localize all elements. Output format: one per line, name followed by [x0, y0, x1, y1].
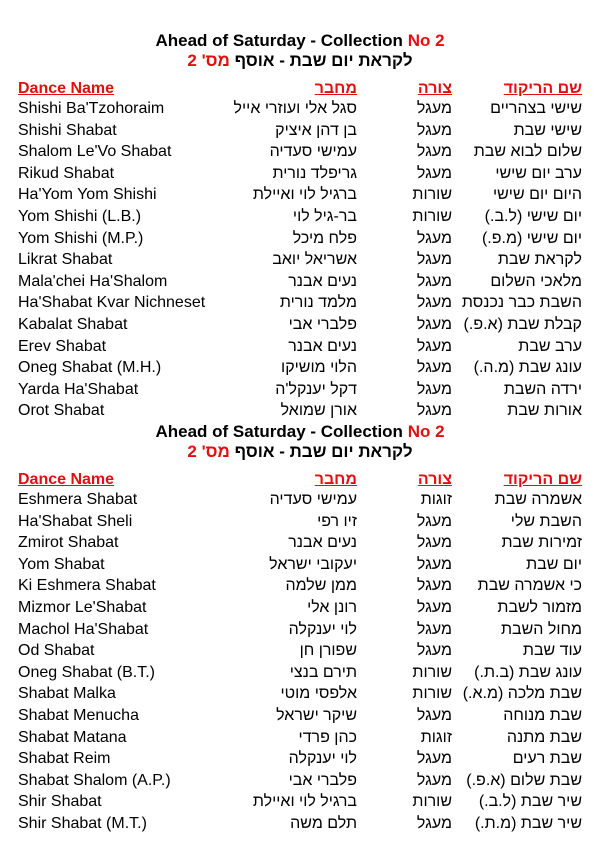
- composer: ברגיל לוי ואיילת: [252, 793, 357, 811]
- table-row: [0, 379, 600, 401]
- dance-name-english: Yarda Ha'Shabat: [18, 380, 139, 398]
- dance-name-english: Zmirot Shabat: [18, 534, 119, 552]
- dance-name-hebrew: שבת רעים: [512, 750, 582, 768]
- dance-form: מעגל: [416, 121, 452, 139]
- section-title-hebrew: [0, 442, 600, 462]
- dance-name-english: Yom Shishi (M.P.): [18, 229, 144, 247]
- dance-form: מעגל: [416, 598, 452, 616]
- composer: תירם בנצי: [289, 663, 357, 681]
- composer: עמישי סעדיה: [269, 491, 357, 508]
- composer: עמישי סעדיה: [269, 143, 357, 161]
- dance-name-english: Yom Shabat: [18, 555, 105, 573]
- composer: אורן שמואל: [280, 402, 357, 420]
- dance-form: מעגל: [416, 272, 452, 290]
- dance-form: מעגל: [416, 164, 452, 182]
- table-row: [0, 249, 600, 271]
- collection-number: No 2: [407, 31, 445, 50]
- dance-name-hebrew: אשמרה שבת: [494, 491, 582, 508]
- dance-form: מעגל: [416, 750, 452, 768]
- dance-form: מעגל: [416, 337, 452, 355]
- dance-name-hebrew: יום שישי (מ.פ.): [481, 229, 582, 247]
- dance-form: מעגל: [416, 512, 452, 530]
- dance-table: [0, 98, 600, 422]
- table-row: [0, 120, 600, 142]
- composer: נעים אבנר: [288, 534, 357, 552]
- dance-form: מעגל: [416, 577, 452, 595]
- dance-name-english: Ki Eshmera Shabat: [18, 577, 156, 595]
- composer: גריפלד נורית: [272, 164, 357, 182]
- composer: זיו רפי: [317, 512, 357, 530]
- section-title-english: [0, 422, 600, 442]
- dance-name-english: Shalom Le'Vo Shabat: [18, 143, 172, 161]
- table-row: [0, 489, 600, 511]
- dance-name-english: Ha'Yom Yom Shishi: [18, 186, 157, 204]
- dance-form: מעגל: [416, 642, 452, 660]
- table-row: [0, 705, 600, 727]
- table-row: [0, 357, 600, 379]
- dance-form: זוגות: [420, 491, 452, 508]
- table-row: [0, 511, 600, 533]
- dance-name-english: Ha'Shabat Kvar Nichneset: [18, 294, 206, 312]
- dance-name-english: Yom Shishi (L.B.): [18, 207, 142, 225]
- table-row: [0, 141, 600, 163]
- table-row: [0, 597, 600, 619]
- dance-form: מעגל: [416, 315, 452, 333]
- composer: שיקר ישראל: [276, 706, 357, 724]
- dance-form: מעגל: [416, 555, 452, 573]
- dance-form: זוגות: [420, 728, 452, 746]
- table-row: [0, 336, 600, 358]
- dance-name-english: Shishi Ba'Tzohoraim: [18, 100, 165, 117]
- dance-name-hebrew: עוד שבת: [522, 642, 582, 660]
- dance-name-hebrew: היום יום שישי: [492, 186, 582, 204]
- dance-name-hebrew: שישי שבת: [513, 121, 582, 139]
- table-row: [0, 554, 600, 576]
- dance-name-hebrew: יום שישי (ל.ב.): [484, 207, 582, 225]
- dance-name-english: Ha'Shabat Sheli: [18, 512, 133, 530]
- dance-name-english: Shir Shabat: [18, 793, 102, 811]
- composer: אלפסי מוטי: [280, 685, 357, 703]
- composer: רונן אלי: [307, 598, 357, 616]
- table-row: [0, 662, 600, 684]
- table-row: [0, 228, 600, 250]
- dance-form: שורות: [412, 663, 452, 681]
- composer: ברגיל לוי ואיילת: [252, 186, 357, 204]
- dance-name-hebrew: שבת מלכה (מ.א.): [462, 685, 582, 703]
- dance-name-hebrew: עונג שבת (מ.ה.): [473, 359, 582, 377]
- composer: תלם משה: [290, 814, 357, 832]
- dance-form: מעגל: [416, 771, 452, 789]
- composer: נעים אבנר: [288, 337, 357, 355]
- dance-name-english: Shishi Shabat: [18, 121, 117, 139]
- dance-name-english: Erev Shabat: [18, 337, 107, 355]
- table-row: [0, 683, 600, 705]
- title-english-text: Ahead of Saturday - Collection: [155, 422, 403, 441]
- dance-name-english: Shabat Malka: [18, 685, 116, 703]
- dance-name-english: Machol Ha'Shabat: [18, 620, 149, 638]
- dance-form: שורות: [412, 186, 452, 204]
- section-title-hebrew: [0, 51, 600, 71]
- composer: פלברי אבי: [288, 771, 357, 789]
- dance-name-english: Mizmor Le'Shabat: [18, 598, 147, 616]
- dance-name-english: Od Shabat: [18, 642, 95, 660]
- composer: בר-גיל לוי: [292, 207, 357, 225]
- composer: הלוי מושיקו: [281, 359, 357, 377]
- title-english-text: Ahead of Saturday - Collection: [155, 31, 403, 50]
- header-form: צורה: [417, 471, 452, 488]
- table-row: [0, 292, 600, 314]
- table-row: [0, 640, 600, 662]
- dance-name-english: Shabat Menucha: [18, 706, 139, 724]
- composer: פלברי אבי: [288, 315, 357, 333]
- composer: דקל יענקל'ה: [275, 380, 357, 398]
- collection-number: No 2: [407, 422, 445, 441]
- dance-form: מעגל: [416, 294, 452, 312]
- dance-form: מעגל: [416, 359, 452, 377]
- table-row: [0, 206, 600, 228]
- table-row: [0, 575, 600, 597]
- table-row: [0, 400, 600, 422]
- dance-name-hebrew: השבת שלי: [510, 512, 582, 530]
- dance-name-hebrew: יום שבת: [526, 555, 582, 573]
- dance-name-english: Likrat Shabat: [18, 251, 113, 269]
- header-hebrew-name: שם הריקוד: [503, 471, 582, 488]
- section-title-english: [0, 31, 600, 51]
- composer: סגל אלי ועוזרי אייל: [233, 100, 357, 117]
- collection-number-hebrew: מס' 2: [187, 442, 230, 461]
- table-row: [0, 770, 600, 792]
- table-row: [0, 532, 600, 554]
- composer: שפורן חן: [299, 642, 357, 660]
- header-dance-name: Dance Name: [18, 80, 115, 97]
- composer: לוי יענקלה: [288, 620, 357, 638]
- title-hebrew-text: לקראת יום שבת - אוסף: [234, 442, 413, 461]
- dance-name-hebrew: השבת כבר נכנסת: [461, 294, 582, 312]
- dance-name-hebrew: זמירות שבת: [501, 534, 582, 552]
- dance-form: מעגל: [416, 229, 452, 247]
- dance-name-hebrew: שבת מנוחה: [503, 706, 582, 724]
- dance-name-hebrew: שיר שבת (ל.ב.): [478, 793, 582, 811]
- dance-form: מעגל: [416, 402, 452, 420]
- composer: בן דהן איציק: [275, 121, 357, 139]
- dance-name-hebrew: ירדה השבת: [503, 380, 582, 398]
- dance-name-hebrew: שישי בצהריים: [490, 100, 582, 117]
- collection-number-hebrew: מס' 2: [187, 51, 230, 70]
- header-composer: מחבר: [314, 471, 357, 488]
- dance-form: מעגל: [416, 534, 452, 552]
- dance-name-english: Shabat Shalom (A.P.): [18, 771, 171, 789]
- table-row: [0, 813, 600, 835]
- header-composer: מחבר: [314, 80, 357, 97]
- dance-name-english: Shabat Matana: [18, 728, 127, 746]
- dance-form: מעגל: [416, 380, 452, 398]
- dance-name-english: Oneg Shabat (B.T.): [18, 663, 155, 681]
- dance-name-hebrew: מלאכי השלום: [490, 272, 582, 290]
- composer: נעים אבנר: [288, 272, 357, 290]
- table-row: [0, 163, 600, 185]
- dance-name-hebrew: שיר שבת (מ.ת.): [474, 814, 582, 832]
- dance-name-hebrew: קבלת שבת (א.פ.): [463, 315, 582, 333]
- dance-name-hebrew: לקראת שבת: [497, 251, 582, 269]
- composer: לוי יענקלה: [288, 750, 357, 768]
- table-row: [0, 791, 600, 813]
- dance-form: שורות: [412, 793, 452, 811]
- dance-name-english: Mala'chei Ha'Shalom: [18, 272, 168, 290]
- composer: אשריאל יואב: [272, 251, 357, 269]
- dance-name-hebrew: מזמור לשבת: [497, 598, 582, 616]
- dance-name-english: Shir Shabat (M.T.): [18, 814, 147, 832]
- composer: כהן פרדי: [298, 728, 357, 746]
- dance-form: מעגל: [416, 706, 452, 724]
- dance-name-hebrew: שלום לבוא שבת: [473, 143, 582, 161]
- dance-form: מעגל: [416, 143, 452, 161]
- table-row: [0, 184, 600, 206]
- table-row: [0, 748, 600, 770]
- dance-name-hebrew: שבת מתנה: [506, 728, 582, 746]
- composer: יעקובי ישראל: [269, 555, 357, 573]
- dance-name-hebrew: ערב שבת: [518, 337, 582, 355]
- table-row: [0, 98, 600, 120]
- table-row: [0, 314, 600, 336]
- dance-name-english: Orot Shabat: [18, 402, 105, 420]
- table-row: [0, 619, 600, 641]
- dance-form: מעגל: [416, 620, 452, 638]
- dance-name-hebrew: עונג שבת (ב.ת.): [474, 663, 582, 681]
- dance-name-english: Rikud Shabat: [18, 164, 115, 182]
- dance-name-hebrew: שבת שלום (א.פ.): [466, 771, 582, 789]
- dance-name-hebrew: כי אשמרה שבת: [477, 577, 582, 595]
- header-form: צורה: [417, 80, 452, 97]
- dance-form: מעגל: [416, 100, 452, 117]
- composer: מלמד נורית: [279, 294, 357, 312]
- dance-form: מעגל: [416, 251, 452, 269]
- dance-name-english: Eshmera Shabat: [18, 491, 138, 508]
- header-dance-name: Dance Name: [18, 471, 115, 488]
- dance-name-hebrew: אורות שבת: [507, 402, 582, 420]
- dance-name-english: Kabalat Shabat: [18, 315, 128, 333]
- dance-form: מעגל: [416, 814, 452, 832]
- dance-name-hebrew: מחול השבת: [500, 620, 582, 638]
- title-hebrew-text: לקראת יום שבת - אוסף: [234, 51, 413, 70]
- dance-table: [0, 489, 600, 835]
- table-row: [0, 271, 600, 293]
- header-hebrew-name: שם הריקוד: [503, 80, 582, 97]
- dance-form: שורות: [412, 685, 452, 703]
- composer: פלח מיכל: [292, 229, 357, 247]
- dance-name-english: Shabat Reim: [18, 750, 111, 768]
- dance-name-english: Oneg Shabat (M.H.): [18, 359, 162, 377]
- dance-form: שורות: [412, 207, 452, 225]
- table-row: [0, 727, 600, 749]
- composer: ממן שלמה: [285, 577, 357, 595]
- dance-name-hebrew: ערב יום שישי: [495, 164, 582, 182]
